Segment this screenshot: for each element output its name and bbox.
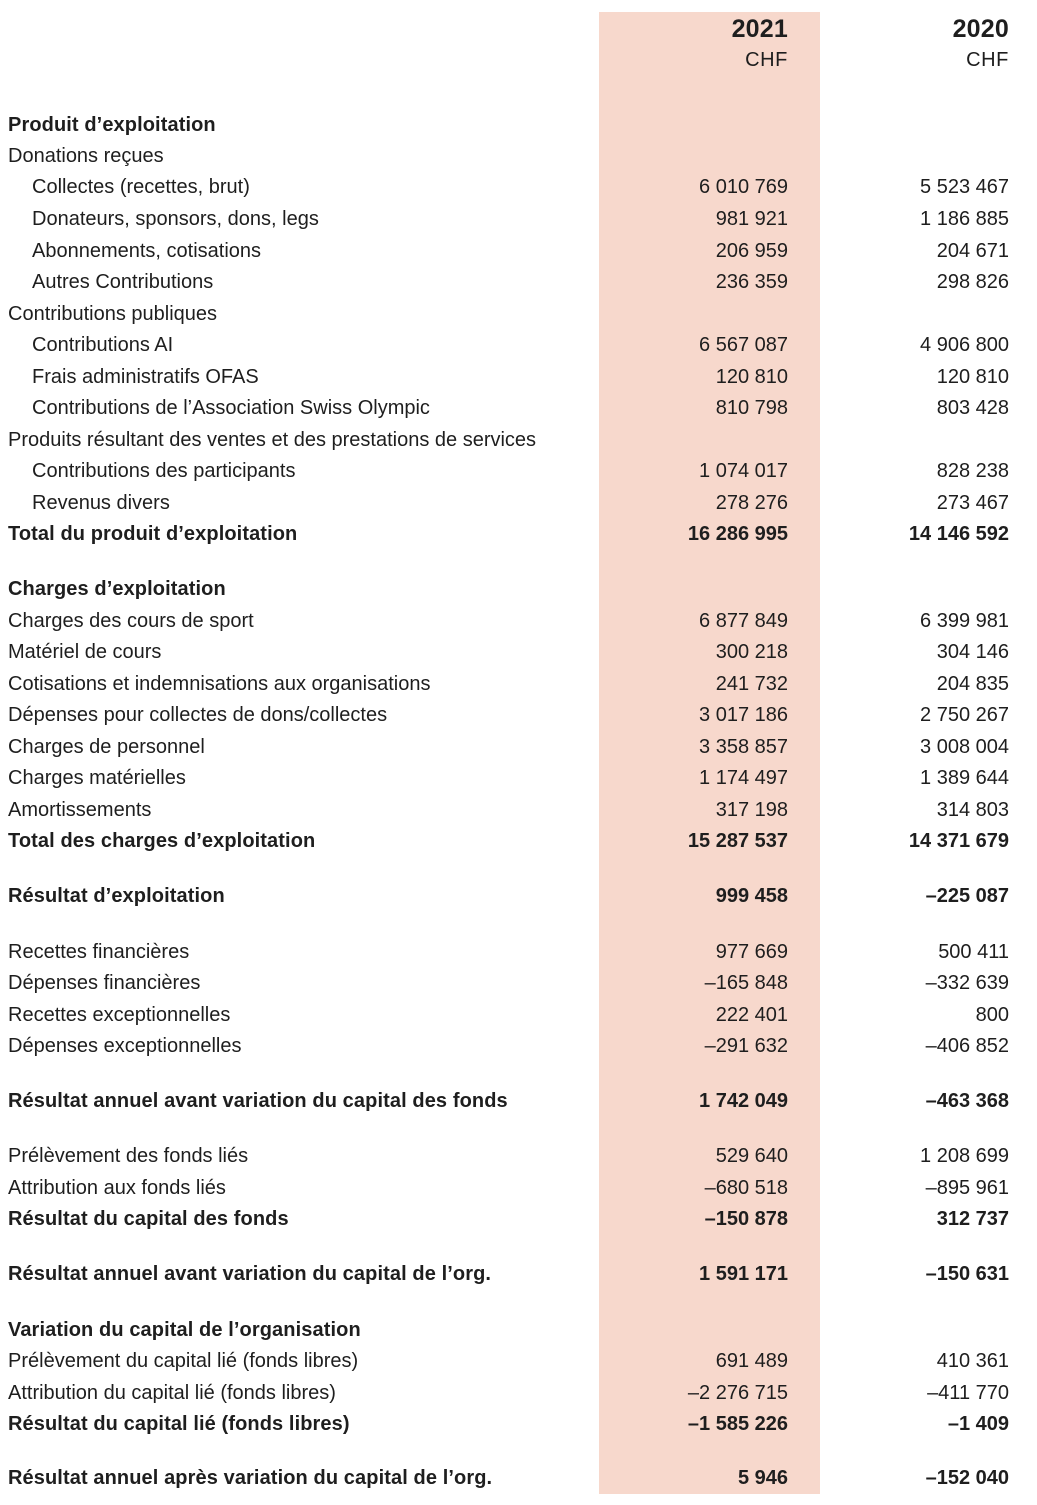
row-label: Résultat du capital lié (fonds libres)	[8, 1413, 350, 1435]
table-row	[0, 109, 1037, 141]
value-2020: 1 208 699	[920, 1145, 1009, 1167]
value-2021: –165 848	[704, 972, 788, 994]
table-row	[0, 573, 1037, 605]
value-2021: 977 669	[715, 941, 788, 963]
table-row	[0, 392, 1037, 424]
row-label: Résultat annuel après variation du capital de l’org.	[8, 1467, 493, 1489]
row-label: Total du produit d’exploitation	[8, 523, 298, 545]
table-row	[0, 936, 1037, 968]
row-label: Prélèvement des fonds liés	[8, 1145, 249, 1167]
table-row	[0, 1377, 1037, 1409]
value-2021: 317 198	[715, 799, 788, 821]
value-2021: 300 218	[715, 641, 788, 663]
table-row	[0, 967, 1037, 999]
table-row	[0, 794, 1037, 826]
value-2020: 314 803	[936, 799, 1009, 821]
table-row	[0, 329, 1037, 361]
value-2020: 298 826	[936, 271, 1009, 293]
table-row	[0, 361, 1037, 393]
value-2021: –150 878	[704, 1208, 788, 1230]
value-2020: –225 087	[925, 885, 1009, 907]
row-label: Charges matérielles	[8, 767, 186, 789]
value-2020: 500 411	[938, 941, 1009, 963]
value-2020: 803 428	[936, 397, 1009, 419]
row-label: Dépenses exceptionnelles	[8, 1035, 242, 1057]
value-2021: 206 959	[715, 240, 788, 262]
row-label: Prélèvement du capital lié (fonds libres)	[8, 1350, 359, 1372]
currency-2021: CHF	[745, 49, 788, 71]
table-row	[0, 1462, 1037, 1494]
value-2020: 304 146	[936, 641, 1009, 663]
row-label: Contributions AI	[32, 334, 174, 356]
value-2020: 4 906 800	[920, 334, 1009, 356]
table-row	[0, 266, 1037, 298]
value-2021: 1 174 497	[699, 767, 788, 789]
value-2021: 236 359	[715, 271, 788, 293]
value-2020: 312 737	[936, 1208, 1009, 1230]
value-2021: 1 074 017	[699, 460, 788, 482]
value-2021: 1 591 171	[699, 1263, 788, 1285]
row-label: Matériel de cours	[8, 641, 162, 663]
value-2020: –152 040	[925, 1467, 1009, 1489]
table-row	[0, 880, 1037, 912]
row-label: Amortissements	[8, 799, 152, 821]
value-2021: 3 017 186	[699, 704, 788, 726]
value-2020: 1 186 885	[920, 208, 1009, 230]
row-label: Résultat annuel avant variation du capital des fonds	[8, 1090, 508, 1112]
row-label: Charges d’exploitation	[8, 578, 226, 600]
value-2020: –1 409	[947, 1413, 1009, 1435]
value-2020: 204 671	[936, 240, 1009, 262]
table-row	[0, 636, 1037, 668]
row-label: Résultat du capital des fonds	[8, 1208, 289, 1230]
column-header-2021	[588, 14, 788, 76]
value-2020: 1 389 644	[920, 767, 1009, 789]
value-2021: 6 877 849	[699, 610, 788, 632]
table-row	[0, 1408, 1037, 1440]
table-row	[0, 999, 1037, 1031]
value-2020: 2 750 267	[920, 704, 1009, 726]
row-label: Attribution aux fonds liés	[8, 1177, 226, 1199]
value-2021: –291 632	[704, 1035, 788, 1057]
value-2021: 3 358 857	[699, 736, 788, 758]
row-label: Donateurs, sponsors, dons, legs	[32, 208, 319, 230]
value-2021: 6 567 087	[699, 334, 788, 356]
value-2021: 691 489	[715, 1350, 788, 1372]
value-2021: 999 458	[715, 885, 788, 907]
table-row	[0, 298, 1037, 330]
row-label: Attribution du capital lié (fonds libres)	[8, 1382, 336, 1404]
row-label: Total des charges d’exploitation	[8, 830, 316, 852]
table-row	[0, 1314, 1037, 1346]
table-row	[0, 1203, 1037, 1235]
value-2020: –150 631	[925, 1263, 1009, 1285]
value-2020: –332 639	[925, 972, 1009, 994]
value-2020: –895 961	[925, 1177, 1009, 1199]
row-label: Autres Contributions	[32, 271, 214, 293]
value-2020: 410 361	[936, 1350, 1009, 1372]
table-row	[0, 825, 1037, 857]
year-2020: 2020	[952, 15, 1009, 43]
value-2020: 14 371 679	[908, 830, 1009, 852]
table-row	[0, 203, 1037, 235]
table-row	[0, 668, 1037, 700]
row-label: Dépenses pour collectes de dons/collectes	[8, 704, 388, 726]
value-2020: 273 467	[936, 492, 1009, 514]
table-row	[0, 455, 1037, 487]
table-row	[0, 140, 1037, 172]
value-2021: 120 810	[715, 366, 788, 388]
table-row	[0, 1345, 1037, 1377]
value-2021: –2 276 715	[687, 1382, 788, 1404]
value-2020: 3 008 004	[920, 736, 1009, 758]
row-label: Produit d’exploitation	[8, 114, 216, 136]
row-label: Contributions de l’Association Swiss Olympic	[32, 397, 430, 419]
currency-2020: CHF	[966, 49, 1009, 71]
value-2021: 1 742 049	[699, 1090, 788, 1112]
value-2020: 14 146 592	[908, 523, 1009, 545]
row-label: Revenus divers	[32, 492, 170, 514]
value-2021: 278 276	[715, 492, 788, 514]
row-label: Recettes financières	[8, 941, 190, 963]
row-label: Résultat d’exploitation	[8, 885, 225, 907]
table-row	[0, 171, 1037, 203]
table-row	[0, 518, 1037, 550]
row-label: Collectes (recettes, brut)	[32, 176, 250, 198]
row-label: Charges de personnel	[8, 736, 205, 758]
value-2020: 204 835	[936, 673, 1009, 695]
row-label: Contributions des participants	[32, 460, 296, 482]
table-row	[0, 487, 1037, 519]
value-2020: 828 238	[936, 460, 1009, 482]
value-2020: 800	[975, 1004, 1009, 1026]
table-row	[0, 699, 1037, 731]
value-2021: 810 798	[715, 397, 788, 419]
table-row	[0, 235, 1037, 267]
table-row	[0, 1030, 1037, 1062]
value-2021: 529 640	[715, 1145, 788, 1167]
row-label: Abonnements, cotisations	[32, 240, 262, 262]
value-2021: 16 286 995	[687, 523, 788, 545]
table-row	[0, 605, 1037, 637]
year-2021: 2021	[731, 15, 788, 43]
value-2021: 222 401	[715, 1004, 788, 1026]
row-label: Produits résultant des ventes et des prestations de services	[8, 429, 537, 451]
table-row	[0, 1258, 1037, 1290]
row-label: Cotisations et indemnisations aux organisations	[8, 673, 431, 695]
value-2020: –463 368	[925, 1090, 1009, 1112]
row-label: Variation du capital de l’organisation	[8, 1319, 361, 1341]
table-row	[0, 424, 1037, 456]
value-2021: 241 732	[715, 673, 788, 695]
row-label: Dépenses financières	[8, 972, 201, 994]
table-row	[0, 1172, 1037, 1204]
value-2021: –1 585 226	[687, 1413, 788, 1435]
column-header-2020	[809, 14, 1009, 76]
value-2021: 981 921	[715, 208, 788, 230]
row-label: Recettes exceptionnelles	[8, 1004, 231, 1026]
row-label: Contributions publiques	[8, 303, 218, 325]
table-row	[0, 731, 1037, 763]
row-label: Résultat annuel avant variation du capital de l’org.	[8, 1263, 492, 1285]
table-row	[0, 1085, 1037, 1117]
value-2020: 120 810	[936, 366, 1009, 388]
table-row	[0, 762, 1037, 794]
value-2020: 5 523 467	[920, 176, 1009, 198]
table-row	[0, 1140, 1037, 1172]
value-2020: –411 770	[927, 1382, 1009, 1404]
row-label: Donations reçues	[8, 145, 164, 167]
value-2021: –680 518	[704, 1177, 788, 1199]
value-2020: 6 399 981	[920, 610, 1009, 632]
value-2021: 6 010 769	[699, 176, 788, 198]
row-label: Frais administratifs OFAS	[32, 366, 259, 388]
value-2021: 15 287 537	[687, 830, 788, 852]
value-2020: –406 852	[925, 1035, 1009, 1057]
row-label: Charges des cours de sport	[8, 610, 254, 632]
value-2021: 5 946	[737, 1467, 788, 1489]
